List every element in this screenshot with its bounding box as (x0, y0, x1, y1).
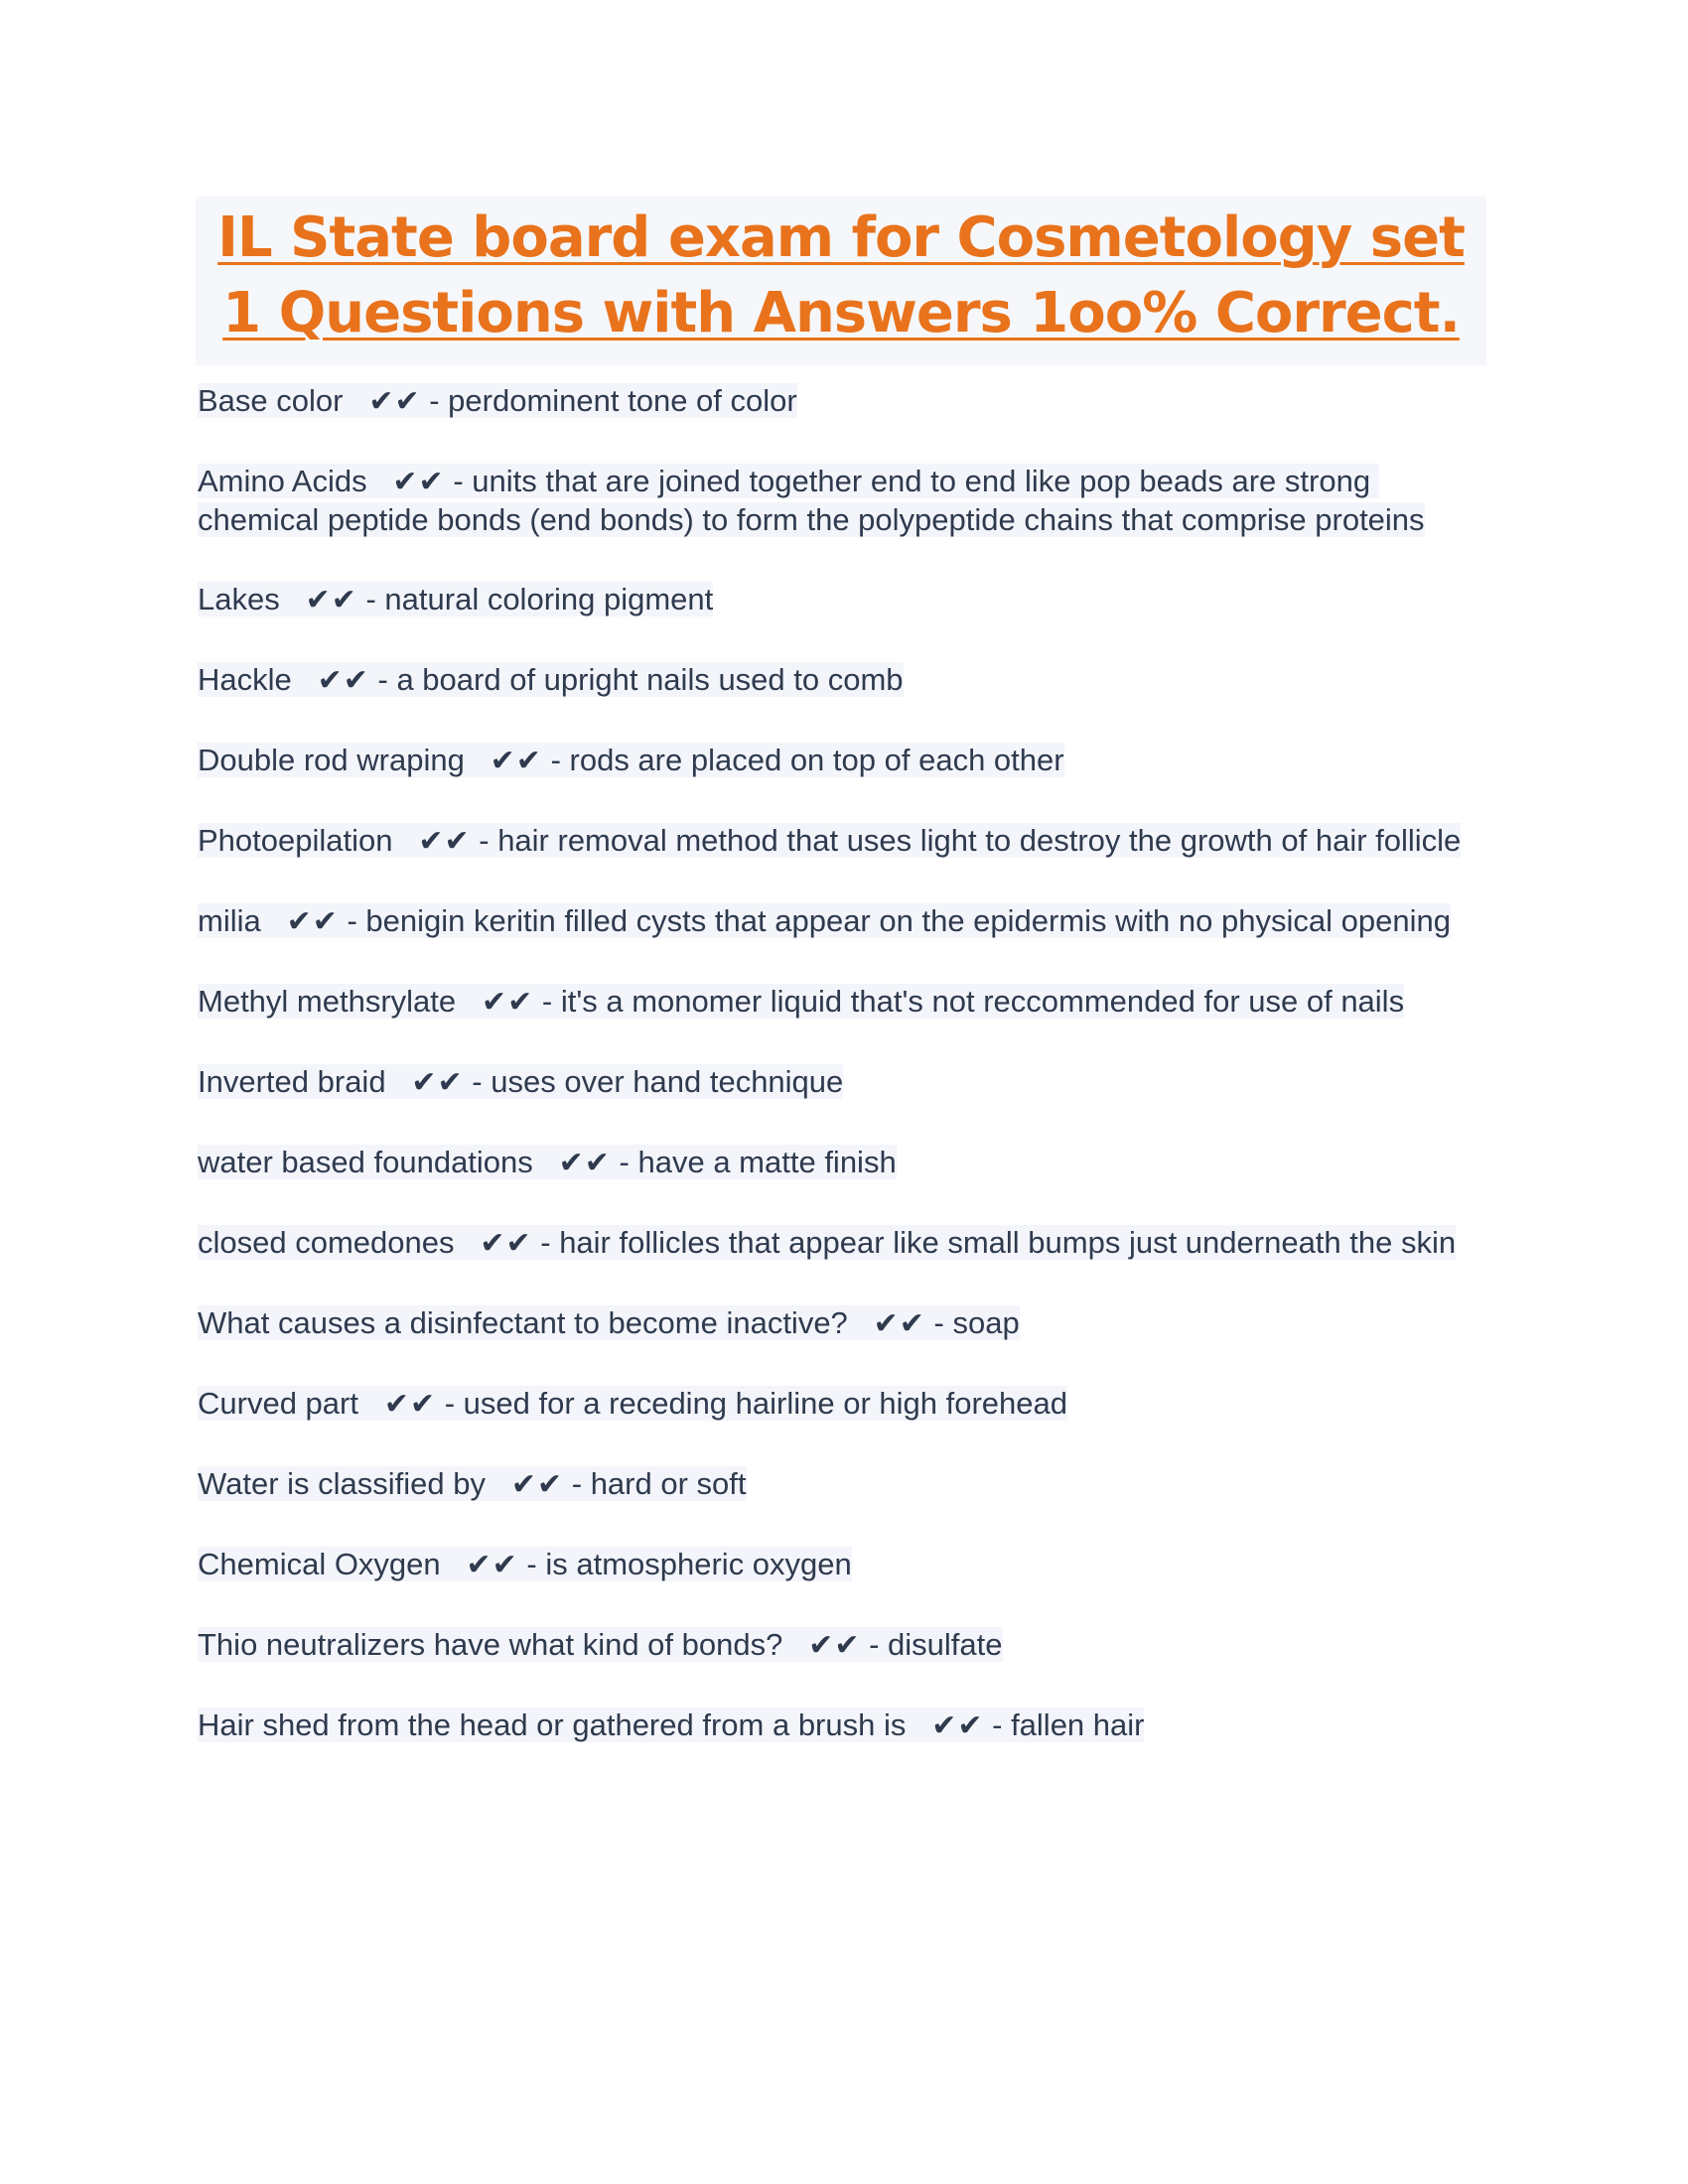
qa-gap (782, 1627, 808, 1662)
qa-separator: - (533, 984, 561, 1019)
double-check-icon: ✔✔ (305, 583, 357, 617)
qa-item (198, 1304, 1478, 1343)
qa-item-text (198, 823, 1461, 858)
qa-answer: rods are placed on top of each other (569, 743, 1064, 777)
qa-term: Lakes (198, 582, 280, 616)
qa-gap (465, 743, 491, 777)
qa-gap (367, 464, 393, 498)
qa-item (198, 382, 1478, 421)
qa-term: Chemical Oxygen (198, 1547, 441, 1581)
qa-item (198, 822, 1478, 861)
qa-separator: - (610, 1145, 638, 1179)
qa-gap (393, 823, 419, 858)
qa-term: Inverted braid (198, 1064, 386, 1099)
qa-answer: a board of upright nails used to comb (396, 662, 904, 697)
qa-separator: - (463, 1064, 492, 1099)
qa-separator: - (860, 1627, 889, 1662)
qa-gap (280, 582, 306, 616)
double-check-icon: ✔✔ (481, 985, 534, 1020)
qa-separator: - (983, 1707, 1012, 1742)
qa-item (198, 1385, 1478, 1424)
qa-answer: hard or soft (590, 1466, 747, 1501)
double-check-icon: ✔✔ (490, 744, 542, 778)
qa-item-text (198, 984, 1404, 1019)
qa-answer: perdominent tone of color (448, 383, 797, 418)
qa-term: Hair shed from the head or gathered from a brush is (198, 1707, 907, 1742)
qa-item-text (198, 1064, 843, 1099)
qa-separator: - (356, 582, 385, 616)
qa-term: Curved part (198, 1386, 358, 1421)
qa-answer: hair removal method that uses light to destroy the growth of hair follicle (497, 823, 1462, 858)
title-line-2: 1 Questions with Answers 1oo% Correct. (222, 281, 1460, 345)
double-check-icon: ✔✔ (418, 824, 471, 859)
qa-item-text (198, 464, 1425, 537)
qa-item-text (198, 582, 713, 616)
qa-separator: - (541, 743, 570, 777)
double-check-icon: ✔✔ (286, 904, 339, 939)
qa-item-text (198, 662, 904, 697)
qa-gap (456, 984, 482, 1019)
qa-separator: - (420, 383, 449, 418)
qa-answer: soap (952, 1305, 1020, 1340)
qa-answer: uses over hand technique (491, 1064, 844, 1099)
qa-gap (386, 1064, 412, 1099)
qa-answer: hair follicles that appear like small bumps just underneath the skin (559, 1225, 1457, 1260)
qa-item (198, 1144, 1478, 1182)
qa-answer: units that are joined together end to end like pop beads are strong chemical peptide bonds (end bonds) to form the polypeptide chains that comprise proteins (198, 464, 1425, 537)
qa-item (198, 742, 1478, 780)
qa-separator: - (436, 1386, 464, 1421)
double-check-icon: ✔✔ (317, 663, 369, 698)
qa-answer: natural coloring pigment (384, 582, 714, 616)
qa-gap (533, 1145, 559, 1179)
qa-item (198, 581, 1478, 619)
qa-answer: have a matte finish (637, 1145, 897, 1179)
qa-separator: - (517, 1547, 546, 1581)
qa-separator: - (368, 662, 397, 697)
qa-gap (906, 1707, 931, 1742)
qa-item-text (198, 1305, 1020, 1340)
double-check-icon: ✔✔ (808, 1628, 861, 1663)
qa-term: Water is classified by (198, 1466, 486, 1501)
qa-gap (358, 1386, 384, 1421)
qa-answer: disulfate (888, 1627, 1003, 1662)
qa-answer: fallen hair (1011, 1707, 1145, 1742)
qa-item-text (198, 1145, 897, 1179)
qa-separator: - (470, 823, 498, 858)
qa-item-text (198, 1547, 852, 1581)
double-check-icon: ✔✔ (383, 1387, 437, 1422)
qa-term: water based foundations (198, 1145, 533, 1179)
qa-gap (455, 1225, 481, 1260)
double-check-icon: ✔✔ (558, 1146, 611, 1180)
qa-term: closed comedones (198, 1225, 455, 1260)
qa-item (198, 1465, 1478, 1504)
qa-item (198, 1626, 1478, 1665)
double-check-icon: ✔✔ (392, 465, 445, 499)
qa-item (198, 902, 1478, 941)
qa-term: What causes a disinfectant to become inactive? (198, 1305, 848, 1340)
qa-item (198, 1546, 1478, 1584)
qa-term: Double rod wraping (198, 743, 465, 777)
qa-separator: - (338, 903, 366, 938)
qa-separator: - (444, 464, 473, 498)
qa-item-text (198, 1627, 1003, 1662)
qa-gap (441, 1547, 467, 1581)
qa-item (198, 463, 1478, 539)
qa-item (198, 661, 1478, 700)
qa-gap (343, 383, 368, 418)
qa-item (198, 1063, 1478, 1102)
title-line-1: IL State board exam for Cosmetology set (217, 205, 1465, 270)
qa-item (198, 1224, 1478, 1263)
qa-term: Photoepilation (198, 823, 393, 858)
double-check-icon: ✔✔ (931, 1708, 984, 1743)
qa-separator: - (531, 1225, 560, 1260)
qa-term: Base color (198, 383, 344, 418)
qa-term: Thio neutralizers have what kind of bonds? (198, 1627, 783, 1662)
double-check-icon: ✔✔ (873, 1306, 925, 1341)
qa-item (198, 983, 1478, 1022)
qa-item-text (198, 743, 1064, 777)
qa-gap (261, 903, 287, 938)
document-title (196, 197, 1486, 365)
double-check-icon: ✔✔ (466, 1548, 518, 1582)
qa-gap (486, 1466, 511, 1501)
qa-answer: benigin keritin filled cysts that appear on the epidermis with no physical opening (365, 903, 1451, 938)
qa-term: milia (198, 903, 261, 938)
qa-gap (292, 662, 318, 697)
qa-separator: - (924, 1305, 953, 1340)
double-check-icon: ✔✔ (411, 1065, 464, 1100)
qa-term: Hackle (198, 662, 292, 697)
qa-item (198, 1706, 1478, 1745)
double-check-icon: ✔✔ (368, 384, 421, 419)
double-check-icon: ✔✔ (510, 1467, 564, 1502)
qa-item-text (198, 1386, 1067, 1421)
qa-answer: it's a monomer liquid that's not reccommended for use of nails (560, 984, 1405, 1019)
question-answer-list (198, 382, 1478, 1787)
qa-item-text (198, 383, 797, 418)
qa-answer: is atmospheric oxygen (545, 1547, 852, 1581)
qa-item-text (198, 1466, 747, 1501)
qa-separator: - (563, 1466, 591, 1501)
qa-item-text (198, 1707, 1144, 1742)
qa-term: Methyl methsrylate (198, 984, 457, 1019)
qa-answer: used for a receding hairline or high forehead (463, 1386, 1068, 1421)
qa-item-text (198, 903, 1451, 938)
qa-gap (848, 1305, 874, 1340)
double-check-icon: ✔✔ (480, 1226, 532, 1261)
qa-term: Amino Acids (198, 464, 367, 498)
qa-item-text (198, 1225, 1456, 1260)
